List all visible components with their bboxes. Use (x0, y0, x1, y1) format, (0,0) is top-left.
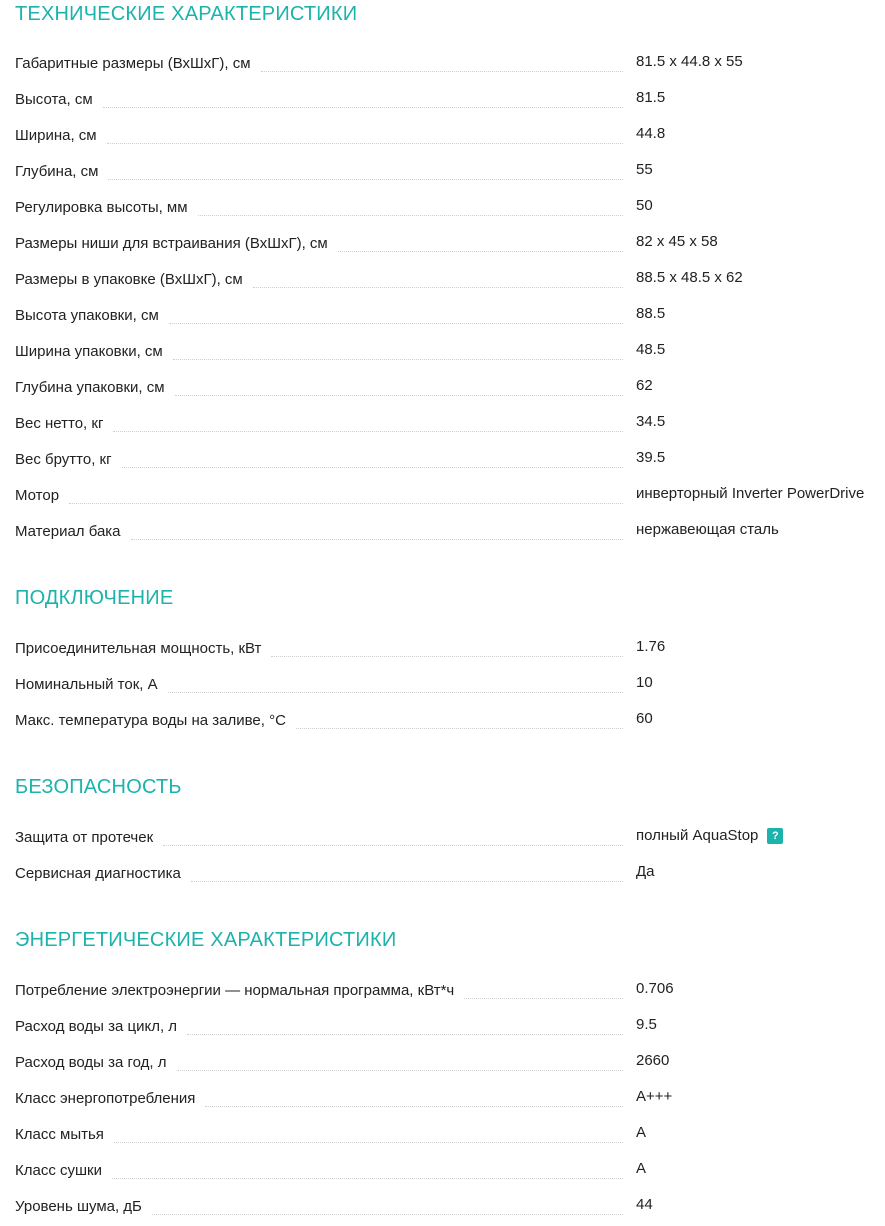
spec-label: Номинальный ток, А (15, 675, 168, 695)
spec-value: 10 (636, 674, 653, 691)
spec-value: 44 (636, 1196, 653, 1213)
spec-value: 34.5 (636, 413, 666, 430)
spec-row (15, 196, 885, 218)
spec-label: Ширина, см (15, 126, 107, 146)
spec-value: 48.5 (636, 341, 666, 358)
spec-value: 0.706 (636, 980, 674, 997)
spec-row (15, 1015, 885, 1037)
spec-value: 82 x 45 x 58 (636, 233, 718, 250)
spec-value: нержавеющая сталь (636, 521, 779, 538)
spec-value: 55 (636, 161, 653, 178)
spec-row (15, 232, 885, 254)
section-title-technical: ТЕХНИЧЕСКИЕ ХАРАКТЕРИСТИКИ (15, 3, 358, 25)
spec-label: Ширина упаковки, см (15, 342, 173, 362)
spec-value: 50 (636, 197, 653, 214)
spec-value: A (636, 1160, 647, 1177)
spec-row (15, 1195, 885, 1217)
dotted-leader (152, 1213, 623, 1215)
spec-row (15, 268, 885, 290)
dotted-leader (69, 502, 623, 504)
dotted-leader (173, 358, 623, 360)
spec-label: Класс сушки (15, 1161, 112, 1181)
spec-label: Класс мытья (15, 1125, 114, 1145)
spec-label: Высота, см (15, 90, 103, 110)
section-title-safety: БЕЗОПАСНОСТЬ (15, 776, 182, 798)
spec-row (15, 637, 885, 659)
spec-label: Мотор (15, 486, 69, 506)
spec-value: 2660 (636, 1052, 670, 1069)
dotted-leader (271, 655, 623, 657)
spec-row (15, 88, 885, 110)
spec-label: Глубина, см (15, 162, 108, 182)
spec-row (15, 160, 885, 182)
spec-value: 60 (636, 710, 653, 727)
spec-label: Макс. температура воды на заливе, °С (15, 711, 296, 731)
spec-value: 88.5 (636, 305, 666, 322)
spec-value: 9.5 (636, 1016, 657, 1033)
spec-row (15, 979, 885, 1001)
spec-row (15, 376, 885, 398)
dotted-leader (107, 142, 623, 144)
spec-label: Потребление электроэнергии — нормальная программа, кВт*ч (15, 981, 464, 1001)
spec-row (15, 1123, 885, 1145)
dotted-leader (338, 250, 623, 252)
spec-row (15, 412, 885, 434)
spec-row (15, 52, 885, 74)
dotted-leader (113, 430, 623, 432)
spec-value: 81.5 (636, 89, 666, 106)
dotted-leader (261, 70, 623, 72)
spec-value-with-help (636, 826, 783, 846)
spec-row (15, 862, 885, 884)
dotted-leader (168, 691, 623, 693)
spec-label: Защита от протечек (15, 828, 163, 848)
spec-label: Размеры ниши для встраивания (ВхШхГ), см (15, 234, 338, 254)
dotted-leader (163, 844, 623, 846)
spec-row (15, 340, 885, 362)
dotted-leader (296, 727, 623, 729)
dotted-leader (191, 880, 623, 882)
spec-value: 1.76 (636, 638, 666, 655)
spec-row (15, 1087, 885, 1109)
spec-row (15, 304, 885, 326)
dotted-leader (177, 1069, 623, 1071)
dotted-leader (103, 106, 623, 108)
spec-label: Расход воды за год, л (15, 1053, 177, 1073)
dotted-leader (122, 466, 623, 468)
dotted-leader (464, 997, 623, 999)
dotted-leader (198, 214, 623, 216)
spec-label: Габаритные размеры (ВхШхГ), см (15, 54, 261, 74)
spec-row (15, 709, 885, 731)
spec-label: Расход воды за цикл, л (15, 1017, 187, 1037)
spec-label: Вес брутто, кг (15, 450, 122, 470)
spec-value: полный AquaStop (636, 827, 759, 844)
spec-label: Высота упаковки, см (15, 306, 169, 326)
dotted-leader (108, 178, 623, 180)
spec-row (15, 448, 885, 470)
dotted-leader (205, 1105, 623, 1107)
spec-value: 39.5 (636, 449, 666, 466)
dotted-leader (114, 1141, 623, 1143)
dotted-leader (253, 286, 623, 288)
spec-label: Размеры в упаковке (ВхШхГ), см (15, 270, 253, 290)
spec-label: Вес нетто, кг (15, 414, 113, 434)
spec-value: 81.5 x 44.8 x 55 (636, 53, 743, 70)
section-title-connection: ПОДКЛЮЧЕНИЕ (15, 587, 174, 609)
spec-row (15, 673, 885, 695)
spec-row (15, 520, 885, 542)
spec-value: 88.5 x 48.5 x 62 (636, 269, 743, 286)
spec-label: Сервисная диагностика (15, 864, 191, 884)
dotted-leader (112, 1177, 623, 1179)
spec-label: Регулировка высоты, мм (15, 198, 198, 218)
spec-row (15, 124, 885, 146)
spec-row (15, 1159, 885, 1181)
spec-value: A (636, 1124, 647, 1141)
dotted-leader (131, 538, 623, 540)
spec-label: Уровень шума, дБ (15, 1197, 152, 1217)
spec-value: инверторный Inverter PowerDrive (636, 485, 865, 502)
spec-value: A+++ (636, 1088, 673, 1105)
help-icon[interactable]: ? (767, 828, 783, 844)
spec-label: Присоединительная мощность, кВт (15, 639, 271, 659)
spec-value: 62 (636, 377, 653, 394)
spec-label: Класс энергопотребления (15, 1089, 205, 1109)
section-title-energy: ЭНЕРГЕТИЧЕСКИЕ ХАРАКТЕРИСТИКИ (15, 929, 397, 951)
spec-label: Материал бака (15, 522, 131, 542)
spec-row (15, 826, 885, 848)
spec-label: Глубина упаковки, см (15, 378, 175, 398)
spec-row (15, 484, 885, 506)
dotted-leader (187, 1033, 623, 1035)
dotted-leader (175, 394, 623, 396)
dotted-leader (169, 322, 623, 324)
spec-row (15, 1051, 885, 1073)
spec-value: Да (636, 863, 655, 880)
spec-value: 44.8 (636, 125, 666, 142)
